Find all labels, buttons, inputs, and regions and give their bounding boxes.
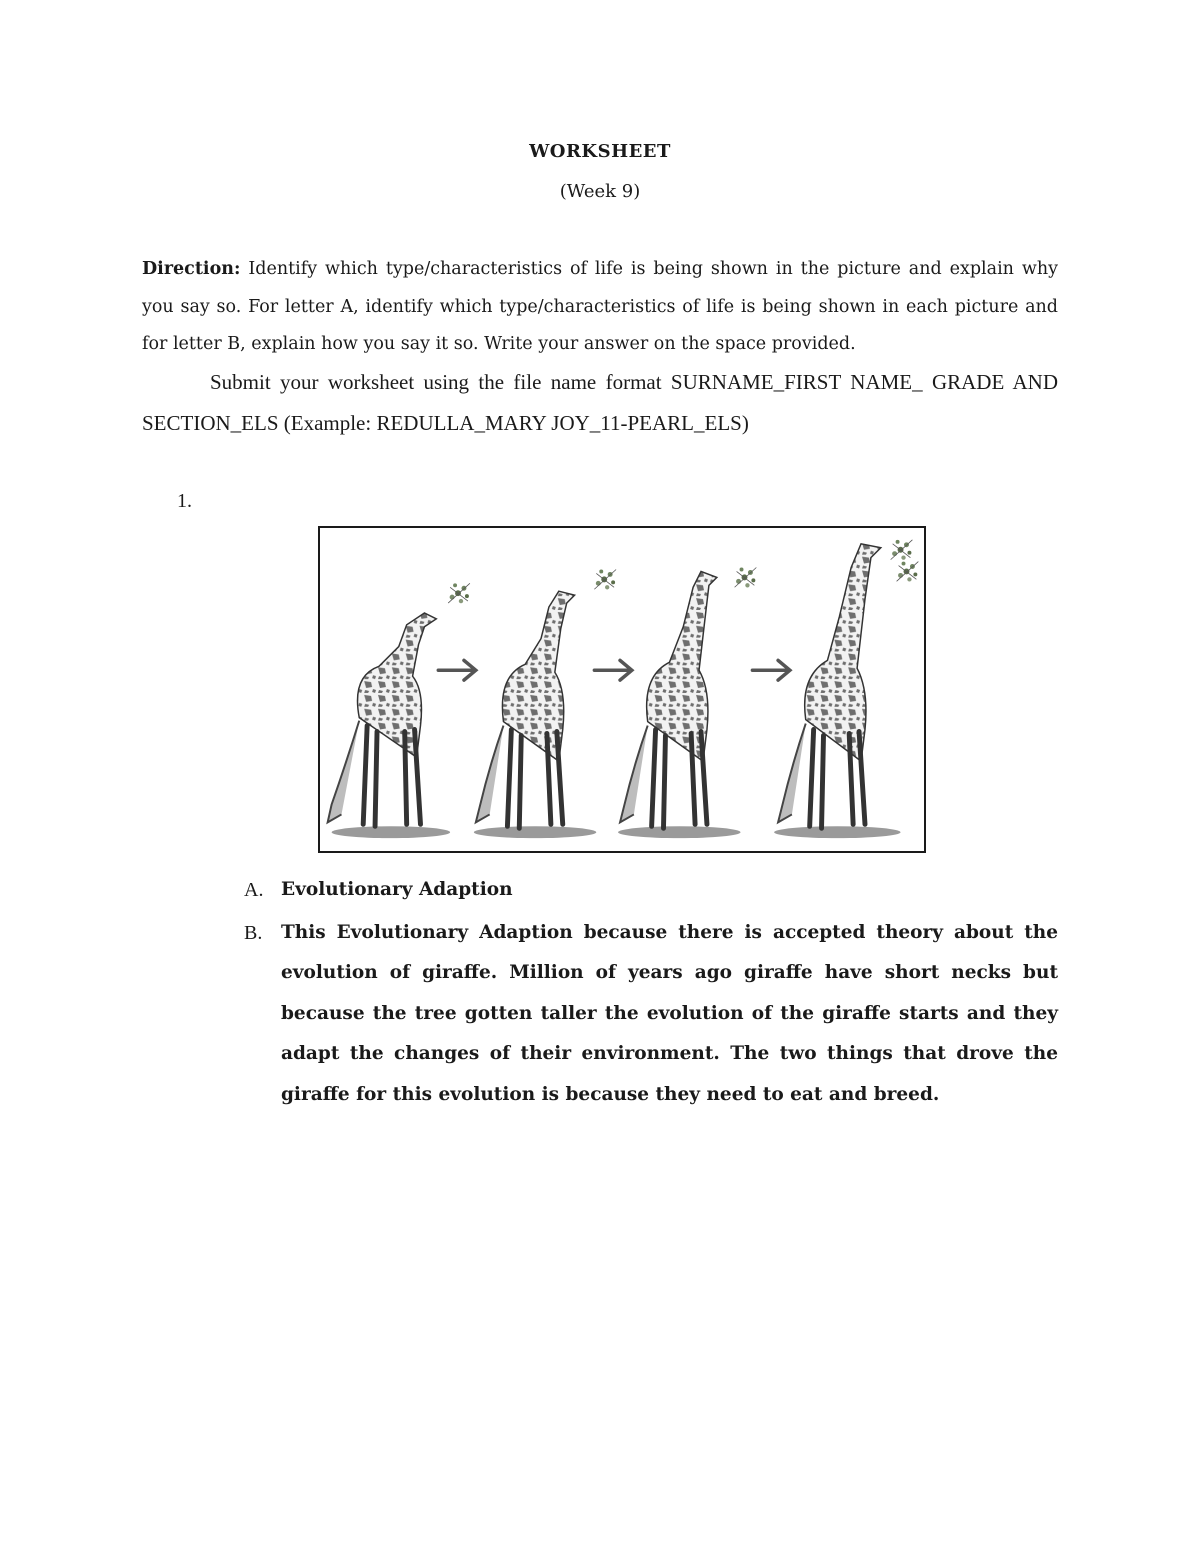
worksheet-week: (Week 9) [559,181,641,202]
answer-a-letter: A. [244,879,264,901]
giraffe-stage-3 [618,568,756,839]
giraffe-stage-4 [774,540,918,838]
direction-text: Identify which type/characteristics of life is being shown in the picture and explain why you say so. For letter A, identify which type/characteristics of life is being shown in each picture and for letter B, explain how you say it so. Write your answer on the space provided. [142,259,1058,354]
direction-label: Direction: [142,259,241,279]
answers-list [244,870,1058,1115]
worksheet-title: WORKSHEET [529,141,671,162]
answer-b-text: This Evolutionary Adaption because there is accepted theory about the evolution of giraffe. Million of years ago giraffe have short necks but because the tree gotten taller the evolution of the giraffe starts and they adapt the changes of their environment. The two things that drove the giraffe for this evolution is because they need to eat and breed. [281,921,1058,1105]
arrow-right-icon [438,660,476,680]
question-number: 1. [177,490,192,512]
answer-a [244,870,1058,911]
arrow-right-icon [752,660,790,680]
giraffe-evolution-illustration [318,526,926,853]
submit-instructions: Submit your worksheet using the file name format SURNAME_FIRST NAME_ GRADE AND SECTION_ELS (Example: REDULLA_MARY JOY_11-PEARL_ELS) [142,370,1058,435]
giraffe-stage-1 [328,583,470,838]
answer-b-letter: B. [244,921,263,944]
answer-a-text: Evolutionary Adaption [281,879,513,900]
answer-b [244,913,1058,1116]
arrow-right-icon [594,660,632,680]
giraffe-stage-2 [474,569,616,838]
direction-paragraph [142,251,1058,364]
